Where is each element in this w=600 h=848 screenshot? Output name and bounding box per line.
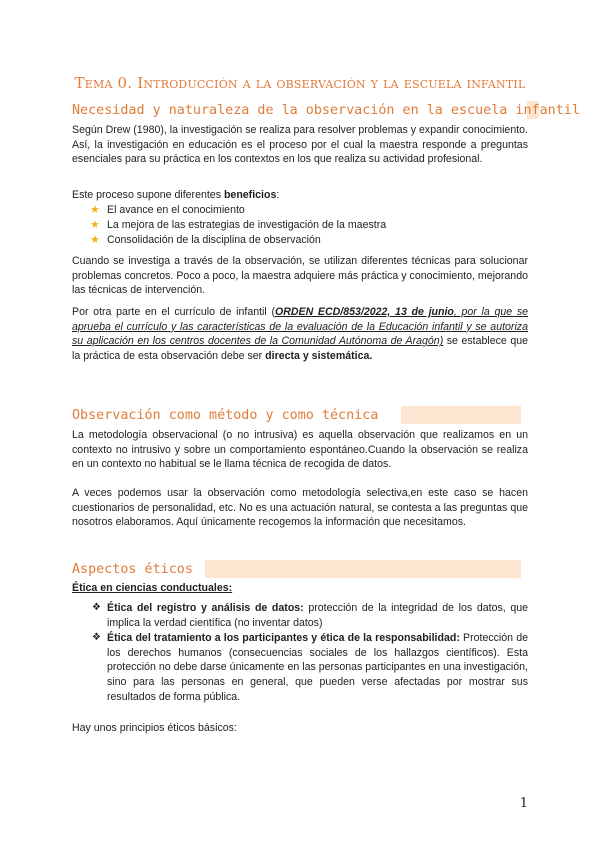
benefits-list [90, 203, 386, 248]
subheading-etica: Ética en ciencias conductuales: [72, 582, 233, 594]
star-icon: ★ [90, 234, 100, 246]
heading-highlight [205, 560, 521, 578]
diamond-bullet-icon: ❖ [92, 632, 101, 644]
section-heading-observacion: Observación como método y como técnica [72, 408, 379, 423]
ethics-list [92, 601, 528, 704]
section-heading-necesidad: Necesidad y naturaleza de la observación en la escuela infantil [72, 103, 580, 118]
section-heading-aspectos-eticos: Aspectos éticos [72, 562, 193, 577]
benefits-intro: Este proceso supone diferentes beneficios: [72, 189, 280, 201]
heading-highlight [401, 406, 521, 424]
paragraph: Según Drew (1980), la investigación se realiza para resolver problemas y expandir conocimiento. Así, la investigación en educación es el proceso por el cual la maestra responde a preguntas esenciales para su práctica en los contextos en los que realiza su actividad profesional. [72, 124, 528, 166]
paragraph: A veces podemos usar la observación como metodología selectiva,en este caso se hacen cuestionarios de personalidad, etc. No es una actuación natural, se contesta a las preguntas que nosotros elaboramos. Aquí únicamente recogemos la información que necesitamos. [72, 487, 528, 529]
paragraph: La metodología observacional (o no intrusiva) es aquella observación que realizamos en un contexto no intrusivo y sobre un comportamiento espontáneo.Cuando la observación se realiza en un contexto no habitual se le llama técnica de recogida de datos. [72, 429, 528, 471]
paragraph: Cuando se investiga a través de la observación, se utilizan diferentes técnicas para solucionar problemas concretos. Poco a poco, la maestra adquiere más práctica y conocimiento, mejorando las técnicas de intervención. [72, 255, 528, 297]
list-item: ❖ Ética del tratamiento a los participantes y ética de la responsabilidad: Protección de los derechos humanos (consecuencias sociales de los hallazgos científicos). Esta protección no debe darse únicamente en las personas participantes en una investigación, sino para las personas en general, que pueden verse afectadas por mostrar sus resultados de forma pública. [92, 632, 528, 703]
list-item: ★ Consolidación de la disciplina de observación [90, 234, 321, 246]
curriculum-paragraph: Por otra parte en el currículo de infantil (ORDEN ECD/853/2022, 13 de junio, por la que se aprueba el currículo y las características de la evaluación de la Educación infantil y se autoriza su aplicación en los centros docentes de la Comunidad Autónoma de Aragón) se establece que la práctica de esta observación debe ser directa y sistemática. [72, 306, 529, 362]
list-item: ★ El avance en el conocimiento [90, 204, 245, 216]
star-icon: ★ [90, 204, 100, 216]
paragraph: Hay unos principios éticos básicos: [72, 722, 237, 734]
page-number: 1 [519, 796, 528, 811]
curriculum-reference-link[interactable]: ORDEN ECD/853/2022, 13 de junio, por la que se aprueba el currículo y las características de la evaluación de la Educación infantil y se autoriza su aplicación en los centros docentes de la Comunidad Autónoma de Aragón) [72, 306, 529, 348]
star-icon: ★ [90, 219, 100, 231]
document-title: Tema 0. Introducción a la observación y la escuela infantil [74, 74, 526, 92]
list-item: ★ La mejora de las estrategias de investigación de la maestra [90, 219, 387, 231]
list-item: ❖ Ética del registro y análisis de datos: protección de la integridad de los datos, que implica la verdad científica (no inventar datos) [92, 602, 528, 629]
diamond-bullet-icon: ❖ [92, 602, 101, 613]
